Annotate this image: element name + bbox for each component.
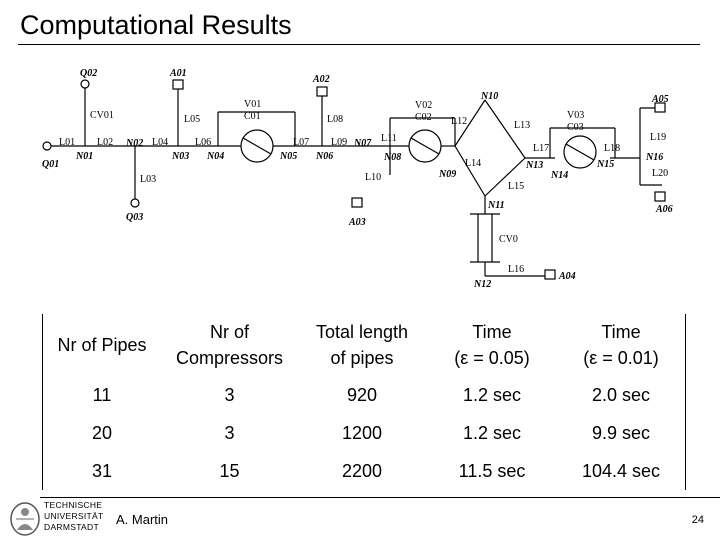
university-line: TECHNISCHE <box>44 500 103 510</box>
node-n13: N13 <box>526 160 544 171</box>
pipe-l10: L10 <box>365 172 382 183</box>
cell-time-001: 104.4 sec <box>581 460 661 481</box>
pipe-l20: L20 <box>652 168 669 179</box>
pipe-l06: L06 <box>195 137 212 148</box>
valve-cv0: CV0 <box>499 234 518 245</box>
university-line: DARMSTADT <box>44 522 99 532</box>
node-q02: Q02 <box>80 68 98 79</box>
node-a05: A05 <box>652 94 669 105</box>
header-line: Nr of <box>209 322 249 342</box>
table-row <box>42 452 685 490</box>
node-n10: N10 <box>481 91 499 102</box>
header-nr-of-pipes <box>42 314 162 376</box>
table-header-row <box>42 314 685 376</box>
pipe-l18: L18 <box>604 143 621 154</box>
cell-time-005: 1.2 sec <box>462 384 522 405</box>
cell-compressors: 3 <box>224 384 235 405</box>
cell-length: 920 <box>346 384 378 405</box>
cell-pipes: 31 <box>91 460 113 481</box>
compressor-v01: V01 <box>244 99 262 110</box>
pipe-l12: L12 <box>451 116 468 127</box>
results-table <box>42 314 685 490</box>
cell-length: 2200 <box>341 460 383 481</box>
header-line: Total length <box>315 322 409 342</box>
pipe-l14: L14 <box>465 158 482 169</box>
cell-time-001: 9.9 sec <box>591 422 651 443</box>
slide-title: Computational Results <box>20 10 292 40</box>
node-n06: N06 <box>316 151 334 162</box>
author-name: A. Martin <box>116 512 169 527</box>
university-name <box>44 500 104 533</box>
node-a04: A04 <box>559 271 576 282</box>
node-n14: N14 <box>551 170 569 181</box>
node-n12: N12 <box>474 279 492 290</box>
cell-pipes: 20 <box>91 422 113 443</box>
pipe-l08: L08 <box>327 114 344 125</box>
table-row <box>42 414 685 452</box>
header-line: of pipes <box>330 348 394 368</box>
compressor-v03: V03 <box>567 110 585 121</box>
node-a02: A02 <box>313 74 330 85</box>
cell-time-005: 1.2 sec <box>462 422 522 443</box>
cell-compressors: 15 <box>219 460 240 481</box>
node-q03: Q03 <box>126 212 144 223</box>
pipe-l13: L13 <box>514 120 531 131</box>
cell-length: 1200 <box>341 422 383 443</box>
header-total-length <box>297 314 427 376</box>
header-line: (ε = 0.05) <box>454 348 530 368</box>
node-a01: A01 <box>170 68 187 79</box>
header-line: (ε = 0.01) <box>583 348 659 368</box>
node-n04: N04 <box>207 151 225 162</box>
node-n07: N07 <box>354 138 372 149</box>
compressor-c02: C02 <box>415 112 432 123</box>
pipe-l01: L01 <box>59 137 76 148</box>
header-time-005 <box>427 314 557 376</box>
node-n16: N16 <box>646 152 664 163</box>
page-number: 24 <box>691 514 704 526</box>
table-right-border <box>685 314 686 490</box>
node-a06: A06 <box>656 204 673 215</box>
compressor-c03: C03 <box>567 122 584 133</box>
node-q01: Q01 <box>42 159 60 170</box>
node-n08: N08 <box>384 152 402 163</box>
pipe-l11: L11 <box>381 133 397 144</box>
compressor-v02: V02 <box>415 100 433 111</box>
header-line: Time <box>601 322 641 342</box>
header-time-001 <box>557 314 685 376</box>
university-line: UNIVERSITÄT <box>44 511 104 521</box>
header-line: Nr of Pipes <box>57 335 147 355</box>
cell-compressors: 3 <box>224 422 235 443</box>
node-n11: N11 <box>488 200 505 211</box>
pipe-l09: L09 <box>331 137 348 148</box>
node-n09: N09 <box>439 169 457 180</box>
node-n02: N02 <box>126 138 144 149</box>
pipe-l17: L17 <box>533 143 550 154</box>
pipe-l02: L02 <box>97 137 114 148</box>
pipe-l19: L19 <box>650 132 667 143</box>
header-line: Compressors <box>175 348 284 368</box>
valve-cv01: CV01 <box>90 110 114 121</box>
pipe-l16: L16 <box>508 264 525 275</box>
cell-time-001: 2.0 sec <box>591 384 651 405</box>
header-line: Time <box>472 322 512 342</box>
footer-divider <box>40 497 720 498</box>
pipe-l07: L07 <box>293 137 310 148</box>
pipe-l15: L15 <box>508 181 525 192</box>
header-nr-of-compressors <box>162 314 297 376</box>
node-n03: N03 <box>172 151 190 162</box>
node-a03: A03 <box>349 217 366 228</box>
pipe-l04: L04 <box>152 137 169 148</box>
node-n01: N01 <box>76 151 94 162</box>
node-n15: N15 <box>597 159 615 170</box>
node-n05: N05 <box>280 151 298 162</box>
pipe-l05: L05 <box>184 114 201 125</box>
university-seal-icon <box>8 500 42 538</box>
pipe-l03: L03 <box>140 174 157 185</box>
cell-time-005: 11.5 sec <box>458 460 526 481</box>
cell-pipes: 11 <box>92 384 112 405</box>
table-row <box>42 376 685 414</box>
compressor-c01: C01 <box>244 111 261 122</box>
